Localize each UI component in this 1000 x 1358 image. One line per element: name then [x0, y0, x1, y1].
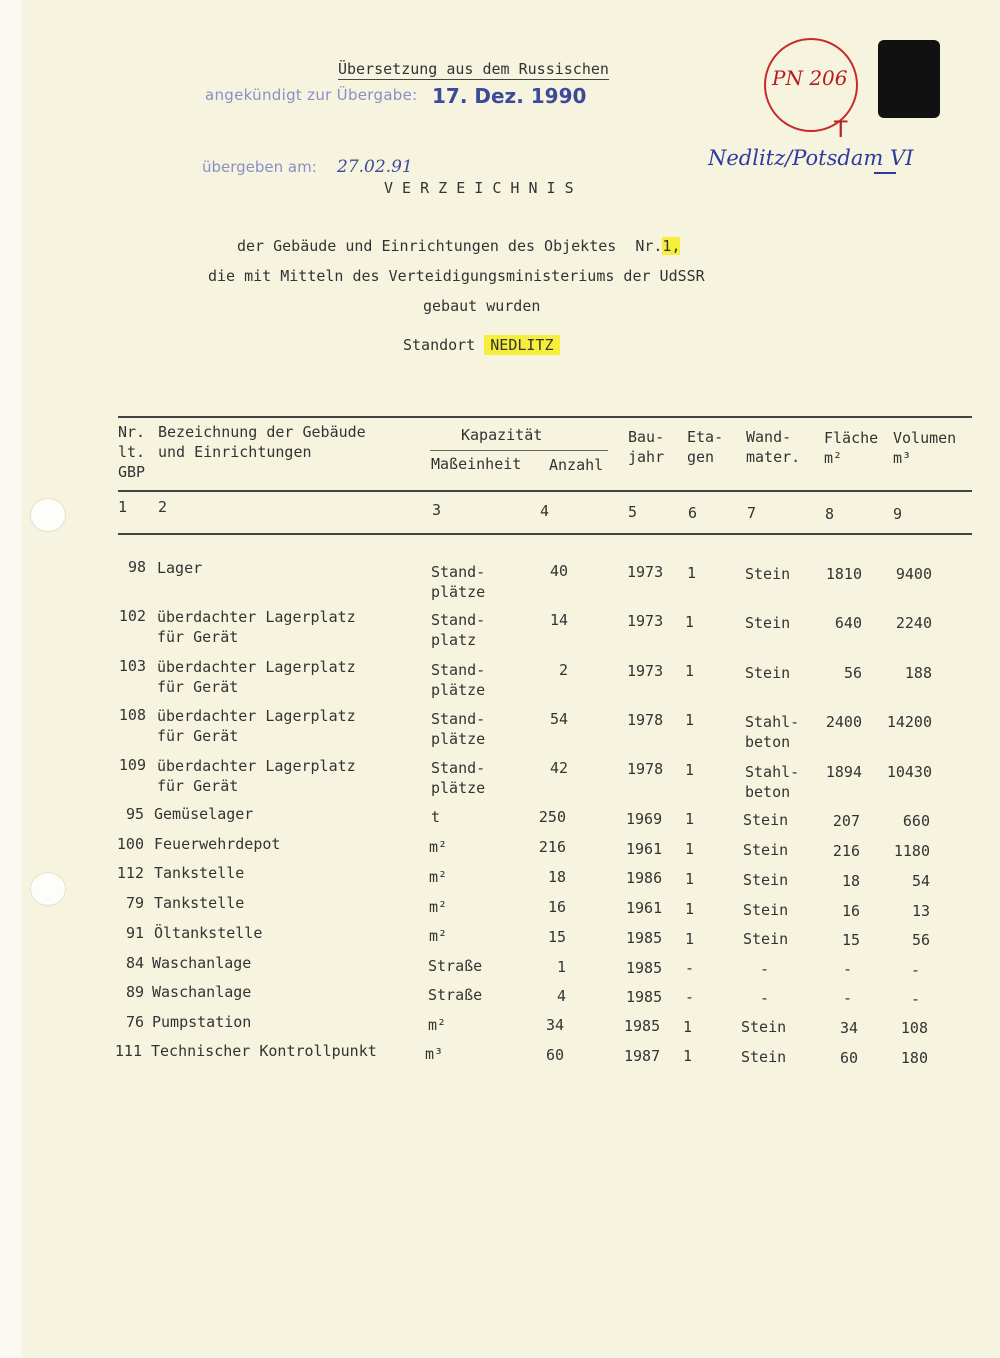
row-anzahl: 250 — [538, 808, 566, 826]
row-anzahl: 42 — [549, 759, 568, 777]
row-flaeche: 60 — [839, 1049, 858, 1067]
row-name: Waschanlage — [152, 983, 252, 1001]
header-kapazitaet: Kapazität — [461, 426, 543, 444]
row-baujahr: 1961 — [626, 840, 663, 858]
row-volumen: 188 — [904, 664, 932, 682]
row-unit: Straße — [428, 957, 483, 975]
row-wandmaterial — [745, 712, 799, 752]
row-baujahr: 1978 — [627, 760, 664, 778]
row-unit: m² — [429, 838, 448, 856]
row-nr: 109 — [118, 756, 146, 774]
row-name-line1: überdachter Lagerplatz — [157, 757, 356, 775]
row-anzahl: 216 — [538, 838, 566, 856]
table-top-rule — [118, 416, 972, 418]
header-etagen-line1: Eta- — [687, 428, 724, 446]
punch-hole-bottom — [30, 872, 66, 906]
row-name-line2: für Gerät — [157, 727, 239, 745]
row-name: Waschanlage — [152, 954, 252, 972]
row-wandmaterial: Stein — [743, 811, 789, 829]
row-etagen: 1 — [685, 613, 695, 631]
row-flaeche: 2400 — [825, 713, 862, 731]
row-anzahl: 60 — [545, 1046, 564, 1064]
row-unit-line2: plätze — [431, 730, 486, 748]
row-nr: 103 — [118, 657, 146, 675]
row-etagen: 1 — [685, 711, 695, 729]
row-etagen: - — [685, 988, 695, 1006]
row-unit-line2: platz — [431, 631, 477, 649]
row-flaeche: - — [842, 989, 852, 1007]
header-wand-line1: Wand- — [746, 428, 792, 446]
row-unit — [431, 610, 485, 650]
column-number-1: 1 — [118, 498, 128, 516]
row-nr: 84 — [125, 954, 144, 972]
row-baujahr: 1978 — [627, 711, 664, 729]
standort-label: Standort — [403, 336, 476, 354]
row-wandmaterial: - — [760, 960, 770, 978]
subtitle-line-1-text: der Gebäude und Einrichtungen des Objektes — [237, 237, 617, 255]
row-nr: 76 — [125, 1013, 144, 1031]
capacity-rule — [430, 450, 608, 451]
row-name: Technischer Kontrollpunkt — [151, 1042, 377, 1060]
row-etagen: 1 — [687, 564, 697, 582]
object-nr-value: 1, — [662, 237, 681, 255]
row-baujahr: 1973 — [627, 612, 664, 630]
row-nr: 98 — [127, 558, 146, 576]
header-etagen — [687, 427, 723, 467]
column-number-6: 6 — [688, 504, 698, 522]
row-nr: 95 — [125, 805, 144, 823]
header-masseinheit: Maßeinheit — [431, 455, 522, 473]
row-etagen: 1 — [685, 840, 695, 858]
object-nr-label: Nr. — [635, 237, 663, 255]
handed-over-stamp-label: übergeben am: — [202, 158, 317, 176]
row-nr: 91 — [125, 924, 144, 942]
row-anzahl: 16 — [547, 898, 566, 916]
row-name — [157, 607, 356, 647]
row-name-line2: für Gerät — [157, 678, 239, 696]
row-baujahr: 1961 — [626, 899, 663, 917]
row-etagen: 1 — [683, 1018, 693, 1036]
row-wandmaterial: Stein — [741, 1048, 787, 1066]
row-baujahr: 1985 — [626, 988, 663, 1006]
row-flaeche: 15 — [841, 931, 860, 949]
row-baujahr: 1973 — [627, 662, 664, 680]
punch-hole-top — [30, 498, 66, 532]
row-nr: 112 — [116, 864, 144, 882]
handwritten-location: Nedlitz/Potsdam VI — [708, 146, 914, 170]
row-volumen: 180 — [900, 1049, 928, 1067]
row-wandmaterial: Stein — [743, 871, 789, 889]
header-volumen — [893, 428, 956, 468]
row-nr: 79 — [125, 894, 144, 912]
row-anzahl: 40 — [549, 562, 568, 580]
column-number-5: 5 — [628, 503, 638, 521]
header-bezeichnung-line1: Bezeichnung der Gebäude — [158, 423, 366, 441]
row-unit-line1: Stand- — [431, 661, 486, 679]
row-anzahl: 14 — [549, 611, 568, 629]
row-etagen: 1 — [685, 662, 695, 680]
row-unit-line1: Stand- — [431, 611, 486, 629]
row-etagen: 1 — [685, 761, 695, 779]
row-wandmaterial: Stein — [743, 841, 789, 859]
row-flaeche: - — [842, 960, 852, 978]
column-number-7: 7 — [747, 504, 757, 522]
header-flaeche-line1: Fläche — [824, 429, 879, 447]
row-flaeche: 56 — [843, 664, 862, 682]
row-etagen: 1 — [685, 930, 695, 948]
row-name: Gemüselager — [154, 805, 254, 823]
subtitle-line-2: die mit Mitteln des Verteidigungsministeriums der UdSSR — [208, 267, 705, 285]
column-number-4: 4 — [540, 502, 550, 520]
row-unit: m² — [428, 1016, 447, 1034]
row-name — [157, 657, 356, 697]
row-volumen: 54 — [911, 872, 930, 890]
row-volumen: 10430 — [886, 763, 932, 781]
header-nr-line1: Nr. — [118, 423, 146, 441]
row-volumen: 56 — [911, 931, 930, 949]
row-volumen: - — [910, 990, 920, 1008]
header-bezeichnung-line2: und Einrichtungen — [158, 443, 312, 461]
row-wandmaterial: Stein — [745, 565, 791, 583]
row-volumen: 108 — [900, 1019, 928, 1037]
row-name — [157, 756, 356, 796]
header-flaeche — [824, 428, 878, 468]
row-unit-line1: Stand- — [431, 710, 486, 728]
row-nr: 89 — [125, 983, 144, 1001]
row-unit: m² — [429, 868, 448, 886]
redaction-block — [878, 40, 940, 118]
column-number-rule — [118, 533, 972, 535]
row-nr: 102 — [118, 607, 146, 625]
row-anzahl: 18 — [547, 868, 566, 886]
row-flaeche: 18 — [841, 872, 860, 890]
header-wand-line2: mater. — [746, 448, 801, 466]
row-volumen: 9400 — [895, 565, 932, 583]
handed-over-stamp-date: 27.02.91 — [337, 157, 413, 177]
row-etagen: 1 — [685, 900, 695, 918]
row-wandmaterial: Stein — [743, 901, 789, 919]
row-baujahr: 1987 — [624, 1047, 661, 1065]
row-wand-line2: beton — [745, 783, 791, 801]
row-name: Pumpstation — [152, 1013, 252, 1031]
row-etagen: 1 — [685, 810, 695, 828]
header-wandmaterial — [746, 427, 800, 467]
row-name-line1: überdachter Lagerplatz — [157, 707, 356, 725]
row-flaeche: 640 — [834, 614, 862, 632]
row-wand-line2: beton — [745, 733, 791, 751]
row-baujahr: 1985 — [624, 1017, 661, 1035]
row-flaeche: 207 — [832, 812, 860, 830]
row-volumen: 660 — [902, 812, 930, 830]
row-nr: 100 — [116, 835, 144, 853]
row-name-line2: für Gerät — [157, 777, 239, 795]
page-left-margin — [0, 0, 22, 1358]
row-unit: m² — [429, 927, 448, 945]
row-unit-line2: plätze — [431, 681, 486, 699]
row-name-line1: überdachter Lagerplatz — [157, 658, 356, 676]
row-baujahr: 1986 — [626, 869, 663, 887]
document-heading: V E R Z E I C H N I S — [384, 179, 574, 197]
standort-line — [403, 336, 560, 354]
row-flaeche: 1894 — [825, 763, 862, 781]
handwriting-underline — [874, 172, 896, 174]
row-volumen: 1180 — [893, 842, 930, 860]
row-unit — [431, 709, 485, 749]
header-baujahr — [628, 427, 664, 467]
row-baujahr: 1985 — [626, 929, 663, 947]
standort-value: NEDLITZ — [484, 335, 559, 355]
row-name-line1: überdachter Lagerplatz — [157, 608, 356, 626]
row-unit-line2: plätze — [431, 583, 486, 601]
row-unit: m³ — [425, 1045, 444, 1063]
row-flaeche: 34 — [839, 1019, 858, 1037]
row-unit — [431, 758, 485, 798]
header-baujahr-line1: Bau- — [628, 428, 665, 446]
header-nr-line3: GBP — [118, 463, 146, 481]
header-bezeichnung — [158, 422, 366, 462]
row-name: Feuerwehrdepot — [154, 835, 281, 853]
row-wandmaterial: Stein — [745, 664, 791, 682]
row-anzahl: 54 — [549, 710, 568, 728]
header-etagen-line2: gen — [687, 448, 715, 466]
header-baujahr-line2: jahr — [628, 448, 665, 466]
row-nr: 111 — [114, 1042, 142, 1060]
row-name: Tankstelle — [154, 894, 245, 912]
row-unit-line2: plätze — [431, 779, 486, 797]
row-wandmaterial: Stein — [745, 614, 791, 632]
row-flaeche: 1810 — [825, 565, 862, 583]
circle-stamp-text: PN 206 — [772, 66, 848, 90]
row-etagen: - — [685, 959, 695, 977]
announced-stamp-label: angekündigt zur Übergabe: — [205, 86, 418, 104]
row-name: Lager — [157, 559, 203, 577]
header-volumen-line2: m³ — [893, 449, 912, 467]
row-wand-line1: Stahl- — [745, 713, 800, 731]
row-wandmaterial: - — [760, 989, 770, 1007]
row-name — [157, 706, 356, 746]
row-wandmaterial: Stein — [741, 1018, 787, 1036]
row-etagen: 1 — [685, 870, 695, 888]
row-flaeche: 16 — [841, 902, 860, 920]
row-unit — [431, 660, 485, 700]
header-flaeche-line2: m² — [824, 449, 843, 467]
row-unit-line1: Stand- — [431, 759, 486, 777]
red-mark: T — [834, 118, 848, 143]
row-baujahr: 1973 — [627, 563, 664, 581]
row-name: Öltankstelle — [154, 924, 263, 942]
row-baujahr: 1969 — [626, 810, 663, 828]
row-unit: t — [431, 808, 441, 826]
translation-title: Übersetzung aus dem Russischen — [338, 60, 609, 78]
row-volumen: 13 — [911, 902, 930, 920]
row-anzahl: 2 — [558, 661, 568, 679]
row-unit: Straße — [428, 986, 483, 1004]
row-wandmaterial — [745, 762, 799, 802]
row-volumen: 14200 — [886, 713, 932, 731]
row-anzahl: 15 — [547, 928, 566, 946]
header-volumen-line1: Volumen — [893, 429, 957, 447]
announced-stamp-date: 17. Dez. 1990 — [432, 84, 587, 108]
row-baujahr: 1985 — [626, 959, 663, 977]
header-nr — [118, 422, 145, 482]
row-unit: m² — [429, 898, 448, 916]
subtitle-line-3: gebaut wurden — [423, 297, 541, 315]
row-wandmaterial: Stein — [743, 930, 789, 948]
row-wand-line1: Stahl- — [745, 763, 800, 781]
row-name: Tankstelle — [154, 864, 245, 882]
row-nr: 108 — [118, 706, 146, 724]
row-anzahl: 1 — [556, 958, 566, 976]
column-number-9: 9 — [893, 505, 903, 523]
row-anzahl: 4 — [556, 987, 566, 1005]
row-volumen: 2240 — [895, 614, 932, 632]
row-name-line2: für Gerät — [157, 628, 239, 646]
row-etagen: 1 — [683, 1047, 693, 1065]
column-number-3: 3 — [432, 501, 442, 519]
header-anzahl: Anzahl — [549, 456, 604, 474]
row-volumen: - — [910, 961, 920, 979]
column-number-2: 2 — [158, 498, 168, 516]
row-unit — [431, 562, 485, 602]
header-bottom-rule — [118, 490, 972, 492]
column-number-8: 8 — [825, 505, 835, 523]
subtitle-line-1 — [237, 237, 680, 255]
row-unit-line1: Stand- — [431, 563, 486, 581]
row-anzahl: 34 — [545, 1016, 564, 1034]
header-nr-line2: lt. — [118, 443, 146, 461]
row-flaeche: 216 — [832, 842, 860, 860]
